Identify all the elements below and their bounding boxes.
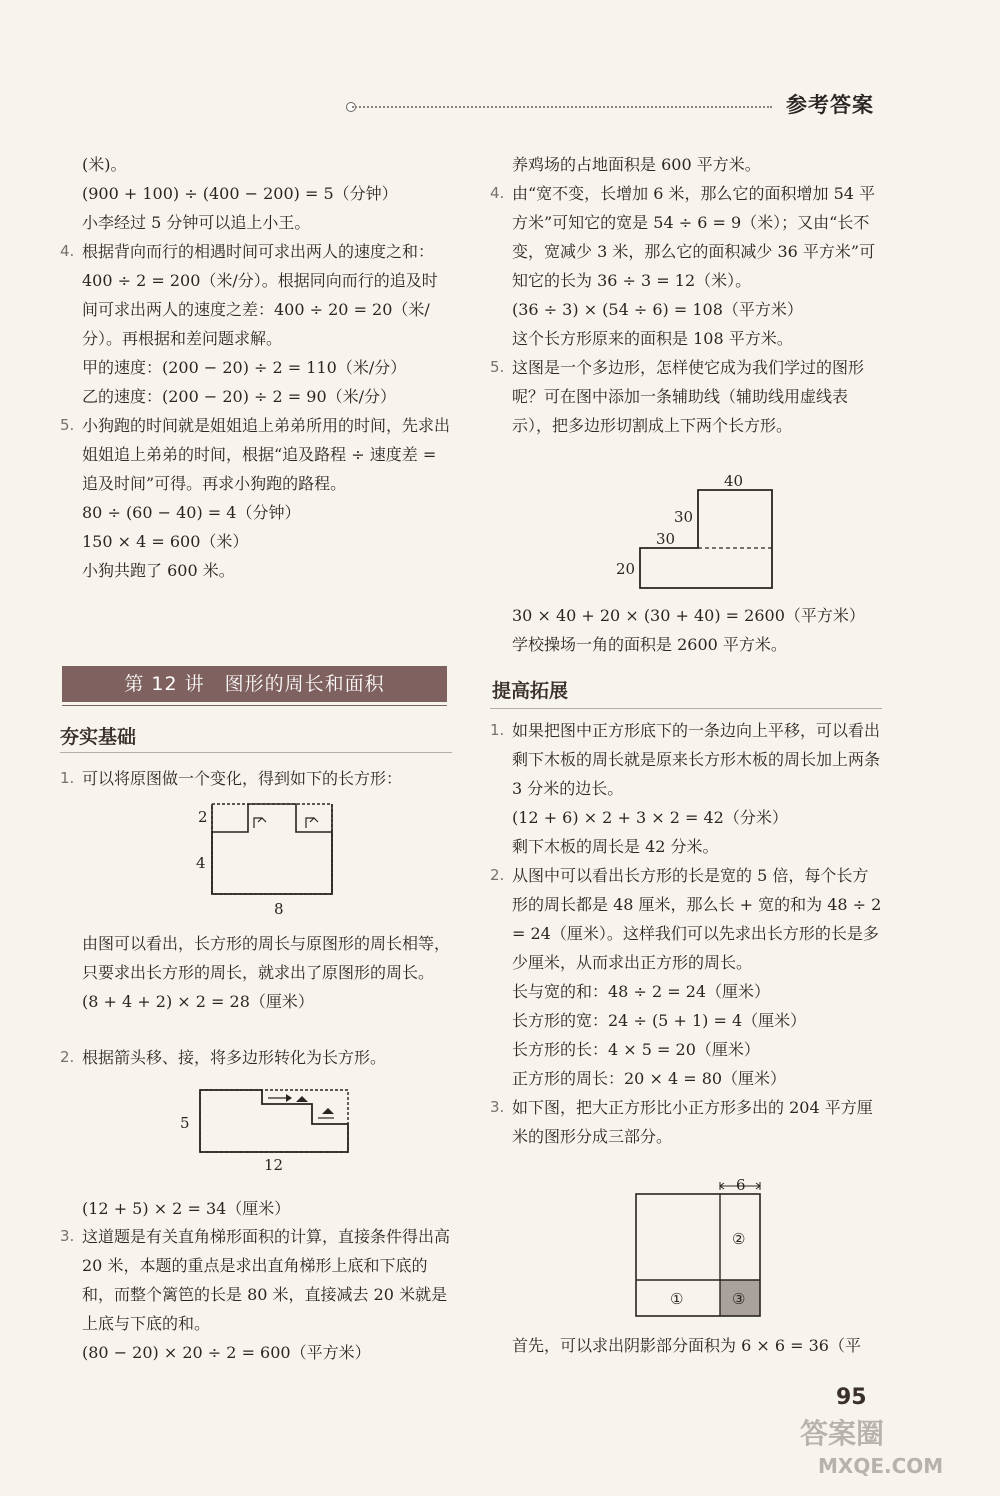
text-line: (米)。 (82, 155, 127, 174)
figure-label: 2 (198, 808, 208, 826)
question-text: 由“宽不变，长增加 6 米，那么它的面积增加 54 平方米”可知它的宽是 54 ÷ 6 = 9（米）；又由“长不变，宽减少 3 米，那么它的面积减少 36 平方米”可知它的长为 36 ÷ 3 = 12（米）。 (512, 184, 876, 290)
text-line: 养鸡场的占地面积是 600 平方米。 (512, 155, 761, 174)
calc-line: 长方形的宽：24 ÷ (5 + 1) = 4（厘米） (512, 1011, 807, 1030)
section-title-advanced: 提高拓展 (492, 680, 569, 702)
section-title-basic: 夯实基础 (60, 726, 137, 748)
calc-line: (80 − 20) × 20 ÷ 2 = 600（平方米） (82, 1343, 371, 1362)
header-title: 参考答案 (786, 92, 874, 117)
question-number: 4. (60, 242, 75, 260)
question-text: 根据背向而行的相遇时间可求出两人的速度之和：400 ÷ 2 = 200（米/分）。根据同向而行的追及时间可求出两人的速度之差：400 ÷ 20 = 20（米/分）。再根据和差问题求解。 (82, 242, 438, 348)
question-text: 如果把图中正方形底下的一条边向上平移，可以看出剩下木板的周长就是原来长方形木板的周长加上两条 3 分米的边长。 (512, 721, 881, 798)
calc-line: (12 + 6) × 2 + 3 × 2 = 42（分米） (512, 808, 788, 827)
text-line: (900 + 100) ÷ (400 − 200) = 5（分钟） (82, 184, 398, 203)
right-column-top (490, 150, 882, 440)
page-number: 95 (836, 1385, 867, 1410)
question-text: 如下图，把大正方形比小正方形多出的 204 平方厘米的图形分成三部分。 (512, 1098, 873, 1146)
figure-rectangle-transform (190, 798, 350, 924)
question-number: 4. (490, 184, 505, 202)
figure-label: 8 (274, 900, 284, 918)
figure-squares-regions (628, 1174, 768, 1326)
figure-label: ③ (732, 1290, 746, 1308)
question-number: 2. (490, 866, 505, 884)
right-question-5-calc (512, 601, 882, 659)
advanced-question-3 (490, 1093, 882, 1151)
question-5 (490, 353, 882, 440)
basic-question-3 (60, 1222, 452, 1367)
section-rule (490, 708, 882, 709)
calc-line: (36 ÷ 3) × (54 ÷ 6) = 108（平方米） (512, 300, 803, 319)
question-4 (490, 179, 882, 353)
basic-question-1 (60, 764, 452, 793)
calc-line: 乙的速度：(200 − 20) ÷ 2 = 90（米/分） (82, 387, 397, 406)
explanation-text: 首先，可以求出阴影部分面积为 6 × 6 = 36（平 (512, 1336, 861, 1355)
advanced-question-2 (490, 861, 882, 1093)
calc-line: 正方形的周长：20 × 4 = 80（厘米） (512, 1069, 787, 1088)
calc-line: (12 + 5) × 2 = 34（厘米） (82, 1199, 291, 1218)
figure-playground-corner (610, 470, 790, 596)
figure-label: 30 (656, 530, 676, 548)
question-text: 根据箭头移、接，将多边形转化为长方形。 (82, 1048, 387, 1067)
text-line: 小李经过 5 分钟可以追上小王。 (82, 213, 311, 232)
advanced-questions (490, 716, 882, 1151)
question-text: 从图中可以看出长方形的长是宽的 5 倍，每个长方形的周长都是 48 厘米，那么长 + 宽的和为 48 ÷ 2 = 24（厘米）。这样我们可以先求出长方形的长是多少厘米，从而求出正方形的周长。 (512, 866, 882, 972)
question-text: 小狗跑的时间就是姐姐追上弟弟所用的时间，先求出姐姐追上弟弟的时间，根据“追及路程 ÷ 速度差 = 追及时间”可得。再求小狗跑的路程。 (82, 416, 451, 493)
figure-label: 40 (724, 472, 744, 490)
question-number: 5. (490, 358, 505, 376)
left-column-top (60, 150, 452, 585)
figure-label: ② (732, 1230, 746, 1248)
figure-label: 20 (616, 560, 636, 578)
watermark-logo: 答案圈 (800, 1417, 885, 1450)
header-rule (352, 106, 772, 108)
explanation-text: 由图可以看出，长方形的周长与原图形的周长相等，只要求出长方形的周长，就求出了原图形的周长。 (82, 934, 451, 982)
basic-question-2 (60, 1043, 452, 1072)
calc-line: 长与宽的和：48 ÷ 2 = 24（厘米） (512, 982, 771, 1001)
question-number: 1. (60, 769, 75, 787)
figure-label: 6 (736, 1176, 746, 1194)
question-number: 3. (490, 1098, 505, 1116)
question-4 (60, 237, 452, 411)
question-number: 5. (60, 416, 75, 434)
figure-label: ① (670, 1290, 684, 1308)
banner-rule (62, 705, 447, 706)
question-5 (60, 411, 452, 585)
lesson-banner: 第 12 讲 图形的周长和面积 (62, 666, 447, 702)
calc-line: 这个长方形原来的面积是 108 平方米。 (512, 329, 793, 348)
advanced-question-3-continued (512, 1331, 886, 1360)
question-number: 3. (60, 1227, 75, 1245)
question-text: 这图是一个多边形，怎样使它成为我们学过的图形呢？可在图中添加一条辅助线（辅助线用虚线表示），把多边形切割成上下两个长方形。 (512, 358, 865, 435)
calc-line: 30 × 40 + 20 × (30 + 40) = 2600（平方米） (512, 606, 865, 625)
calc-line: (8 + 4 + 2) × 2 = 28（厘米） (82, 992, 314, 1011)
calc-line: 150 × 4 = 600（米） (82, 532, 249, 551)
basic-question-2-calc (82, 1194, 452, 1223)
section-rule (60, 752, 452, 753)
question-number: 1. (490, 721, 505, 739)
calc-line: 长方形的长：4 × 5 = 20（厘米） (512, 1040, 760, 1059)
calc-line: 甲的速度：(200 − 20) ÷ 2 = 110（米/分） (82, 358, 407, 377)
calc-line: 剩下木板的周长是 42 分米。 (512, 837, 719, 856)
basic-question-1-explanation (82, 929, 452, 1016)
figure-label: 4 (196, 854, 206, 872)
figure-label: 30 (674, 508, 694, 526)
question-number: 2. (60, 1048, 75, 1066)
calc-line: 80 ÷ (60 − 40) = 4（分钟） (82, 503, 301, 522)
advanced-question-1 (490, 716, 882, 861)
figure-label: 5 (180, 1114, 190, 1132)
watermark-url: MXQE.COM (818, 1454, 944, 1478)
question-text: 这道题是有关直角梯形面积的计算，直接条件得出高 20 米，本题的重点是求出直角梯形上底和下底的和，而整个篱笆的长是 80 米，直接减去 20 米就是上底与下底的和。 (82, 1227, 451, 1333)
calc-line: 小狗共跑了 600 米。 (82, 561, 235, 580)
figure-polygon-arrows (174, 1084, 364, 1180)
calc-line: 学校操场一角的面积是 2600 平方米。 (512, 635, 787, 654)
question-text: 可以将原图做一个变化，得到如下的长方形： (82, 769, 403, 788)
figure-label: 12 (264, 1156, 284, 1174)
